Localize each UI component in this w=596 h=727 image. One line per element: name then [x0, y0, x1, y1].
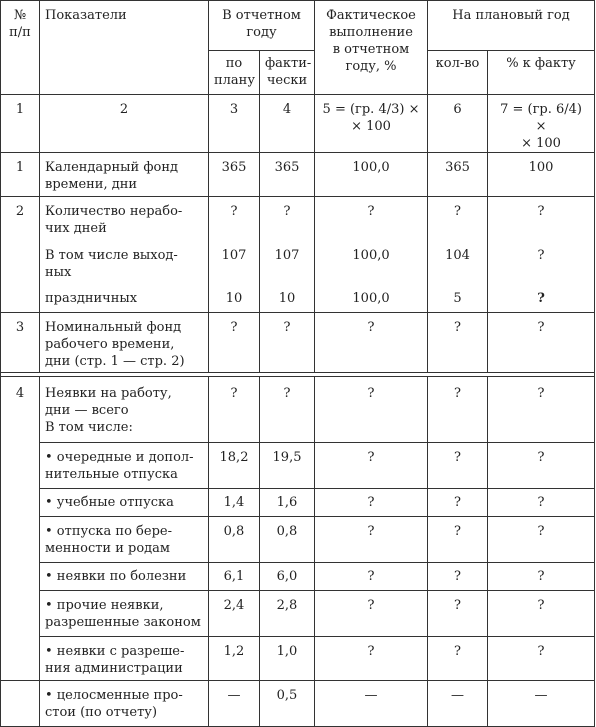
cell-plan: 365	[209, 153, 260, 197]
cell-pct: ?	[315, 443, 428, 489]
cell-plan: 2,4	[209, 591, 260, 637]
header-indicator: Показатели	[40, 1, 209, 95]
cell-pct-fact: ?	[488, 241, 595, 285]
cell-plan: 0,8	[209, 517, 260, 563]
cell-pct: 100,0	[315, 241, 428, 285]
cell-plan: 6,1	[209, 563, 260, 591]
row-num	[1, 681, 40, 727]
cell-plan: 1,4	[209, 489, 260, 517]
cell-qty: 365	[428, 153, 488, 197]
row-label: Календарный фонд времени, дни	[40, 153, 209, 197]
colnum-3: 3	[209, 95, 260, 153]
cell-pct-fact: ?	[488, 197, 595, 241]
row-label: • учебные отпуска	[40, 489, 209, 517]
table-row	[1, 591, 595, 637]
cell-fact: 19,5	[260, 443, 315, 489]
header-pct-fact: % к факту	[488, 51, 595, 95]
cell-plan: 18,2	[209, 443, 260, 489]
cell-qty: ?	[428, 443, 488, 489]
cell-pct: ?	[315, 489, 428, 517]
cell-fact: 6,0	[260, 563, 315, 591]
cell-plan: ?	[209, 197, 260, 241]
row-label: • отпуска по бере- менности и родам	[40, 517, 209, 563]
row-label: Неявки на работу, дни — всего В том числе:	[40, 377, 209, 443]
row-label: Количество нерабо- чих дней	[40, 197, 209, 241]
header-reporting-year: В отчетном году	[209, 1, 315, 51]
cell-qty: ?	[428, 591, 488, 637]
colnum-2: 2	[40, 95, 209, 153]
cell-pct-fact: ?	[488, 563, 595, 591]
row-num: 1	[1, 153, 40, 197]
table-row	[1, 377, 595, 443]
row-label: • целосменные про- стои (по отчету)	[40, 681, 209, 727]
cell-pct-fact: ?	[488, 637, 595, 681]
cell-fact: 0,5	[260, 681, 315, 727]
cell-pct-fact: ?	[488, 443, 595, 489]
header-qty: кол-во	[428, 51, 488, 95]
table-row	[1, 153, 595, 197]
cell-fact: 365	[260, 153, 315, 197]
cell-pct: ?	[315, 197, 428, 241]
cell-qty: 5	[428, 285, 488, 313]
cell-pct-fact: ?	[488, 517, 595, 563]
cell-pct-fact: 100	[488, 153, 595, 197]
row-label: • неявки по болезни	[40, 563, 209, 591]
header-plan-year: На плановый год	[428, 1, 595, 51]
row-label: В том числе выход- ных	[40, 241, 209, 285]
header-by-plan: по плану	[209, 51, 260, 95]
cell-pct: ?	[315, 563, 428, 591]
cell-qty: ?	[428, 489, 488, 517]
row-num: 2	[1, 197, 40, 313]
cell-fact: 107	[260, 241, 315, 285]
table-row	[1, 681, 595, 727]
cell-plan: ?	[209, 313, 260, 373]
cell-qty: 104	[428, 241, 488, 285]
cell-pct: 100,0	[315, 285, 428, 313]
cell-pct: 100,0	[315, 153, 428, 197]
cell-fact: ?	[260, 377, 315, 443]
table-row	[1, 637, 595, 681]
table-row	[1, 563, 595, 591]
cell-pct: ?	[315, 377, 428, 443]
cell-qty: ?	[428, 197, 488, 241]
header-num: № п/п	[1, 1, 40, 95]
cell-pct-fact: ?	[488, 591, 595, 637]
cell-plan: 107	[209, 241, 260, 285]
colnum-6: 6	[428, 95, 488, 153]
row-label: • неявки с разреше- ния администрации	[40, 637, 209, 681]
row-num: 3	[1, 313, 40, 373]
cell-plan: ?	[209, 377, 260, 443]
cell-pct: ?	[315, 637, 428, 681]
cell-plan: 1,2	[209, 637, 260, 681]
colnum-5: 5 = (гр. 4/3) × × 100	[315, 95, 428, 153]
cell-qty: ?	[428, 377, 488, 443]
row-num: 4	[1, 377, 40, 681]
cell-qty: ?	[428, 517, 488, 563]
table-row	[1, 517, 595, 563]
cell-pct-fact: ?	[488, 377, 595, 443]
cell-fact: 0,8	[260, 517, 315, 563]
cell-pct-fact: ?	[488, 489, 595, 517]
row-label: праздничных	[40, 285, 209, 313]
cell-qty: —	[428, 681, 488, 727]
cell-pct: —	[315, 681, 428, 727]
colnum-7: 7 = (гр. 6/4) × × 100	[488, 95, 595, 153]
table-row	[1, 489, 595, 517]
cell-fact: ?	[260, 197, 315, 241]
header-fact-performance: Фактическое выполнение в отчетном году, %	[315, 1, 428, 95]
cell-pct: ?	[315, 313, 428, 373]
row-label: Номинальный фонд рабочего времени, дни (стр. 1 — стр. 2)	[40, 313, 209, 373]
row-label: • прочие неявки, разрешенные законом	[40, 591, 209, 637]
colnum-1: 1	[1, 95, 40, 153]
cell-pct: ?	[315, 591, 428, 637]
cell-fact: 1,6	[260, 489, 315, 517]
table-row	[1, 197, 595, 241]
cell-qty: ?	[428, 563, 488, 591]
cell-fact: 2,8	[260, 591, 315, 637]
cell-qty: ?	[428, 313, 488, 373]
table-row	[1, 241, 595, 285]
colnum-4: 4	[260, 95, 315, 153]
column-numbers-row	[1, 95, 595, 153]
table-row	[1, 285, 595, 313]
cell-pct: ?	[315, 517, 428, 563]
cell-pct-fact: —	[488, 681, 595, 727]
cell-plan: —	[209, 681, 260, 727]
cell-fact: ?	[260, 313, 315, 373]
table-row	[1, 443, 595, 489]
cell-fact: 1,0	[260, 637, 315, 681]
cell-pct-fact: ?	[488, 285, 595, 313]
cell-qty: ?	[428, 637, 488, 681]
header-actual: факти- чески	[260, 51, 315, 95]
table-row	[1, 313, 595, 373]
cell-plan: 10	[209, 285, 260, 313]
cell-fact: 10	[260, 285, 315, 313]
cell-pct-fact: ?	[488, 313, 595, 373]
row-label: • очередные и допол- нительные отпуска	[40, 443, 209, 489]
